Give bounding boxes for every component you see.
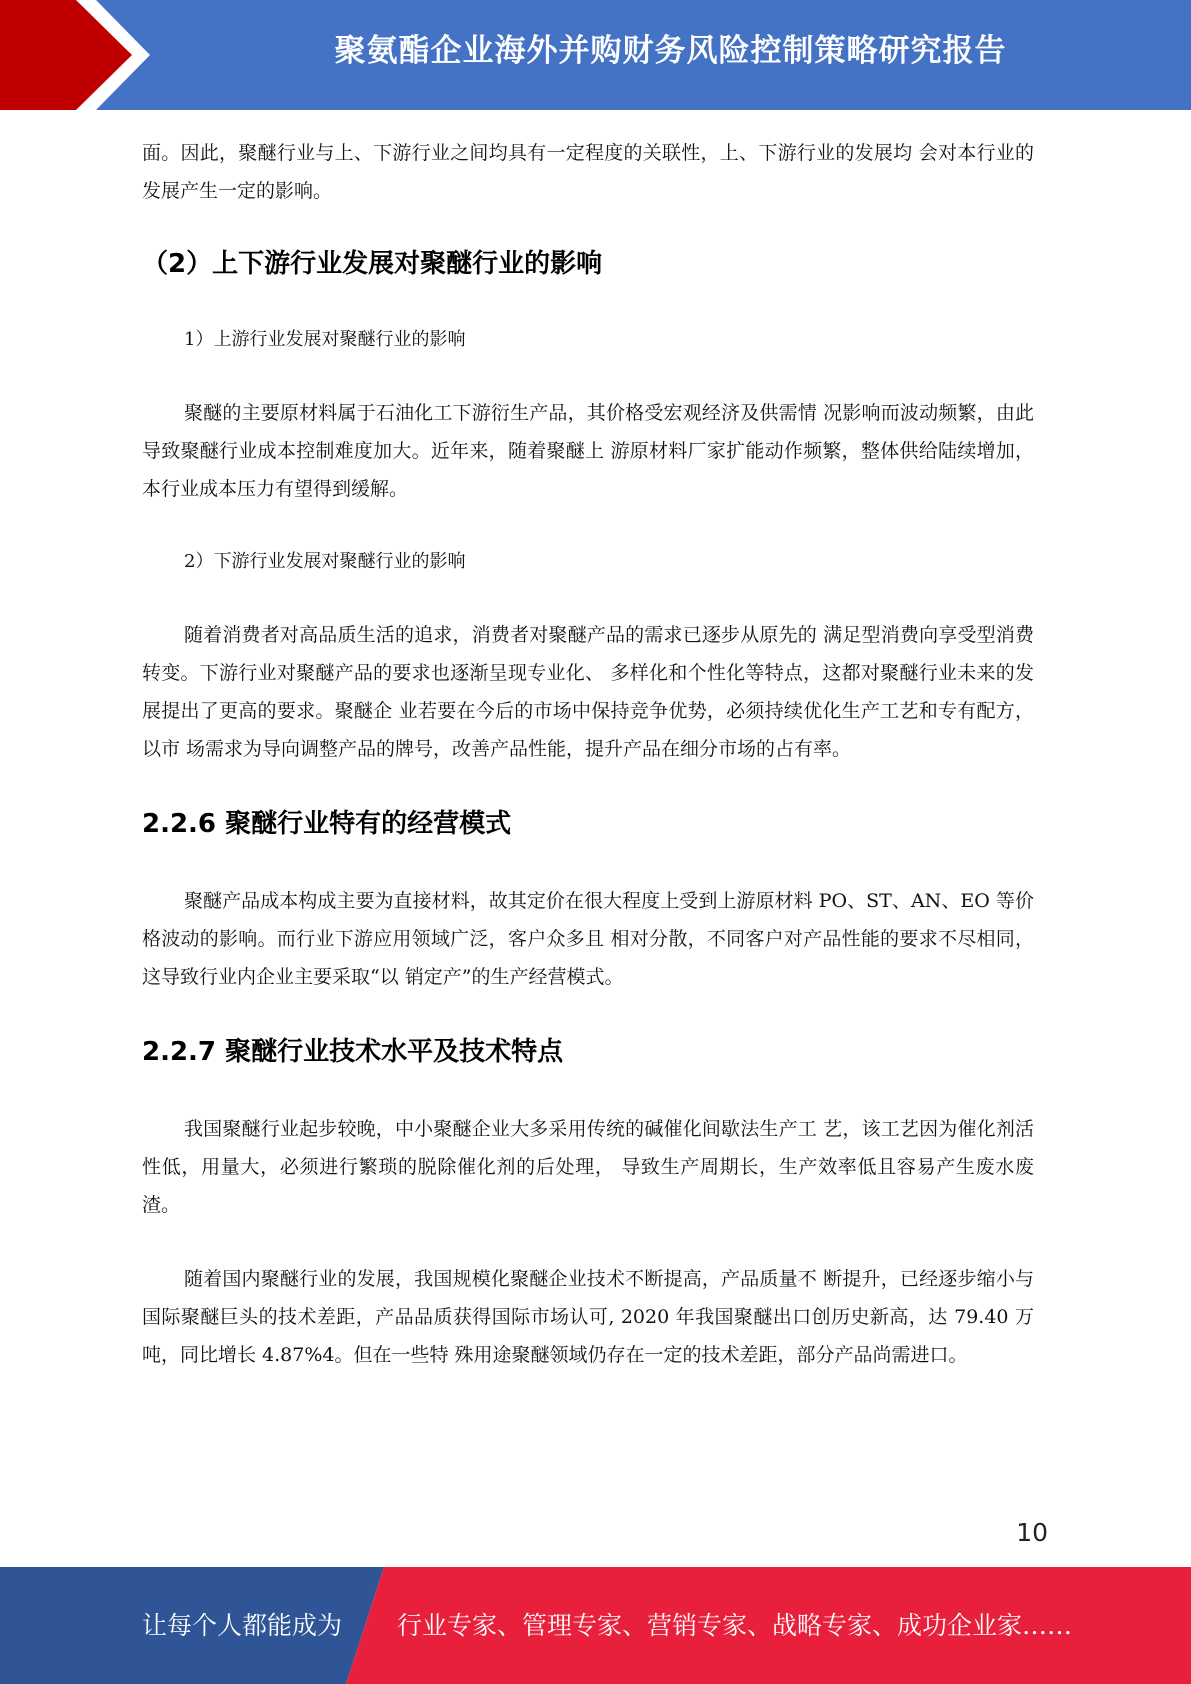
- page-header: [0, 0, 1191, 110]
- page-footer: [0, 1567, 1191, 1684]
- item2-paragraph: 随着消费者对高品质生活的追求，消费者对聚醚产品的需求已逐步从原先的 满足型消费向享受型消费转变。下游行业对聚醚产品的要求也逐渐呈现专业化、 多样化和个性化等特点，这都对聚醚行业未来的发展提出了更高的要求。聚醚企 业若要在今后的市场中保持竞争优势，必须持续优化生产工艺和专有配方，以市 场需求为导向调整产品的牌号，改善产品性能，提升产品在细分市场的占有率。: [142, 624, 1034, 760]
- page-number: 10: [1016, 1518, 1048, 1547]
- item1-paragraph: 聚醚的主要原材料属于石油化工下游衍生产品，其价格受宏观经济及供需情 况影响而波动频繁，由此导致聚醚行业成本控制难度加大。近年来，随着聚醚上 游原材料厂家扩能动作频繁，整体供给陆续增加，本行业成本压力有望得到缓解。: [142, 402, 1034, 500]
- section-227-paragraph-1: 我国聚醚行业起步较晚，中小聚醚企业大多采用传统的碱催化间歇法生产工 艺，该工艺因为催化剂活性低，用量大，必须进行繁琐的脱除催化剂的后处理， 导致生产周期长，生产效率低且容易产生废水废渣。: [142, 1118, 1034, 1216]
- section-227-heading: 2.2.7 聚醚行业技术水平及技术特点: [142, 1037, 564, 1067]
- footer-slogan-left: 让每个人都能成为: [142, 1611, 343, 1640]
- item2-title: 2）下游行业发展对聚醚行业的影响: [184, 551, 466, 572]
- section-226-paragraph: 聚醚产品成本构成主要为直接材料，故其定价在很大程度上受到上游原材料 PO、ST、AN、EO 等价格波动的影响。而行业下游应用领域广泛，客户众多且 相对分散，不同客户对产品性能的要求不尽相同，这导致行业内企业主要采取“以 销定产”的生产经营模式。: [142, 890, 1034, 988]
- intro-paragraph: 面。因此，聚醚行业与上、下游行业之间均具有一定程度的关联性，上、下游行业的发展均 会对本行业的发展产生一定的影响。: [142, 142, 1034, 202]
- report-title: 聚氨酯企业海外并购财务风险控制策略研究报告: [334, 33, 1007, 69]
- item1-title: 1）上游行业发展对聚醚行业的影响: [184, 329, 466, 350]
- page-content: [142, 134, 1034, 1374]
- section-227-paragraph-2: 随着国内聚醚行业的发展，我国规模化聚醚企业技术不断提高，产品质量不 断提升，已经逐步缩小与国际聚醚巨头的技术差距，产品品质获得国际市场认可, 2020 年我国聚醚出口创历史新高，达 79.40 万吨，同比增长 4.87%4。但在一些特 殊用途聚醚领域仍存在一定的技术差距，部分产品尚需进口。: [142, 1268, 1034, 1366]
- section-226-heading: 2.2.6 聚醚行业特有的经营模式: [142, 809, 512, 839]
- subsection-heading: （2）上下游行业发展对聚醚行业的影响: [142, 249, 603, 279]
- footer-slogan-right: 行业专家、管理专家、营销专家、战略专家、成功企业家……: [397, 1611, 1073, 1640]
